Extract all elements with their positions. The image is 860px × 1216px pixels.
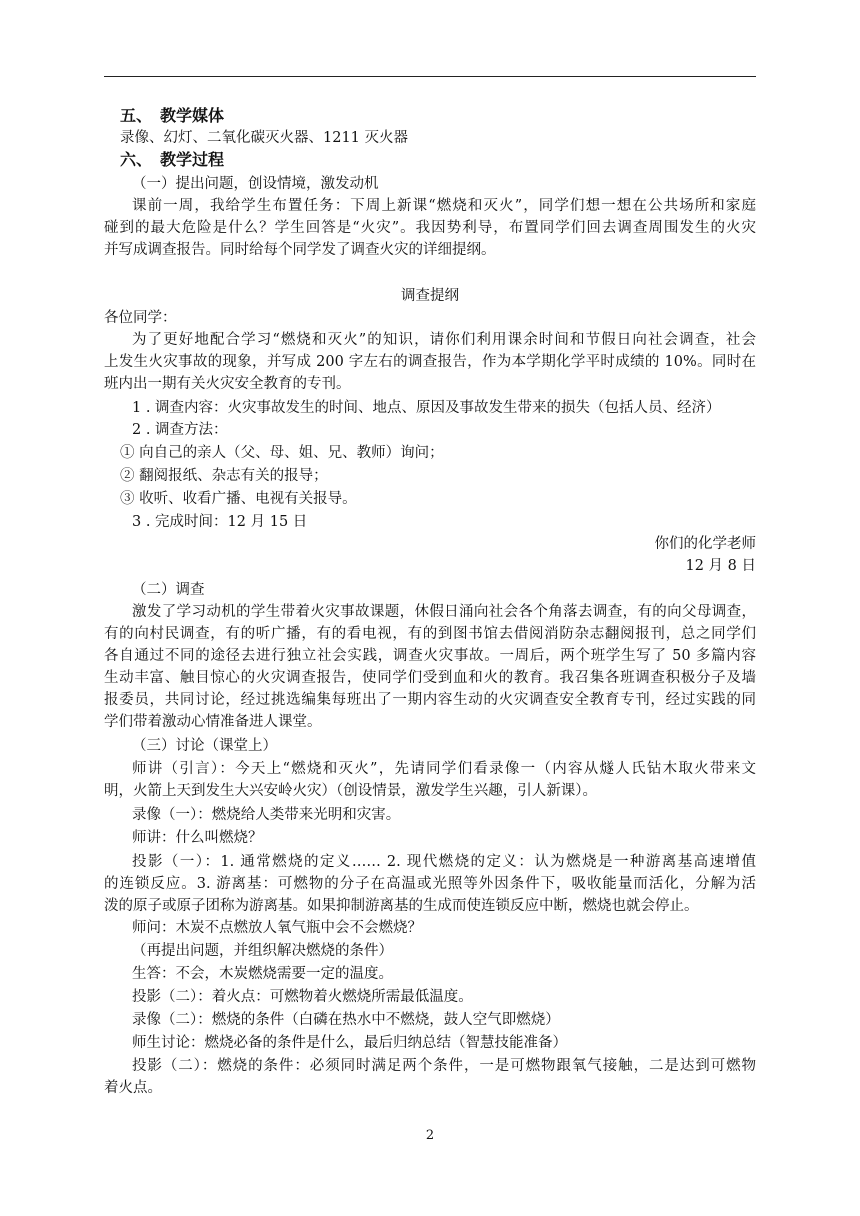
media-list: 录像、幻灯、二氧化碳灭火器、1211 灭火器 <box>120 130 409 146</box>
paragraph-line: 有的向村民调查，有的听广播，有的看电视，有的到图书馆去借阅消防杂志翻阅报刊，总之同学们 <box>104 626 756 642</box>
note: （再提出问题，并组织解决燃烧的条件） <box>132 943 393 959</box>
outline-signature: 你们的化学老师 <box>654 536 756 552</box>
part1-title: （一）提出问题，创设情境，激发动机 <box>132 176 379 192</box>
paragraph-line: 着火点。 <box>104 1080 162 1096</box>
discussion: 师生讨论：燃烧必备的条件是什么，最后归纳总结（智慧技能准备） <box>132 1035 567 1051</box>
video-2: 录像（二）：燃烧的条件（白磷在热水中不燃烧，鼓人空气即燃烧） <box>132 1012 560 1028</box>
teacher-question-1: 师讲：什么叫燃烧？ <box>132 830 263 846</box>
section-heading-media: 五、 教学媒体 <box>120 106 225 125</box>
outline-item-3: 3 . 完成时间：12 月 15 日 <box>132 514 308 530</box>
paragraph-line: 上发生火灾事故的现象，并写成 200 字左右的调查报告，作为本学期化学平时成绩的 10%。同时在 <box>104 354 756 370</box>
paragraph-line: 的连锁反应。3. 游离基：可燃物的分子在高温或光照等外因条件下，吸收能量而活化，分解为活 <box>104 876 756 892</box>
paragraph-line: 投影（二）：燃烧的条件：必须同时满足两个条件，一是可燃物跟氧气接触，二是达到可燃物 <box>132 1058 756 1074</box>
paragraph-line: 报委员，共同讨论，经过挑选编集每班出了一期内容生动的火灾调查安全教育专刊，经过实践的同 <box>104 692 756 708</box>
paragraph-line: 明，火箭上天到发生大兴安岭火灾）（创设情景，激发学生兴趣，引人新课）。 <box>104 783 597 799</box>
paragraph-line: 各自通过不同的途径去进行独立社会实践，调查火灾事故。一周后，两个班学生写了 50 多篇内容 <box>104 648 756 664</box>
paragraph-line: 泼的原子或原子团称为游离基。如果抑制游离基的生成而使连锁反应中断，燃烧也就会停止。 <box>104 898 699 914</box>
part2-title: （二）调查 <box>132 582 205 598</box>
student-answer: 生答：不会，木炭燃烧需要一定的温度。 <box>132 966 393 982</box>
method-item-2: ② 翻阅报纸、杂志有关的报导； <box>120 468 328 484</box>
method-item-1: ① 向自己的亲人（父、母、姐、兄、教师）询问； <box>120 445 444 461</box>
video-1: 录像（一）：燃烧给人类带来光明和灾害。 <box>132 807 401 823</box>
section-heading-process: 六、 教学过程 <box>120 150 225 169</box>
paragraph-line: 为了更好地配合学习“燃烧和灭火”的知识，请你们利用课余时间和节假日向社会调查，社会 <box>132 332 756 348</box>
paragraph-line: 学们带着激动心情准备进人课堂。 <box>104 714 322 730</box>
header-rule <box>104 76 756 77</box>
outline-date: 12 月 8 日 <box>685 558 756 574</box>
paragraph-line: 碰到的最大危险是什么？学生回答是“火灾”。我因势利导，布置同学们回去调查周围发生的火灾 <box>104 220 756 236</box>
paragraph-line: 课前一周，我给学生布置任务：下周上新课“燃烧和灭火”，同学们想一想在公共场所和家庭 <box>132 198 756 214</box>
outline-salutation: 各位同学： <box>104 310 177 326</box>
paragraph-line: 生动丰富、触目惊心的火灾调查报告，使同学们受到血和火的教育。我召集各班调查积极分子及墙 <box>104 670 756 686</box>
part3-title: （三）讨论（课堂上） <box>132 738 277 754</box>
paragraph-line: 激发了学习动机的学生带着火灾事故课题，休假日涌向社会各个角落去调查，有的向父母调查， <box>132 604 756 620</box>
paragraph-line: 投影（一）：1. 通常燃烧的定义…… 2. 现代燃烧的定义：认为燃烧是一种游离基高速增值 <box>132 854 756 870</box>
slide-2: 投影（二）：着火点：可燃物着火燃烧所需最低温度。 <box>132 989 473 1005</box>
paragraph-line: 师讲（引言）：今天上“燃烧和灭火”，先请同学们看录像一（内容从燧人氏钻木取火带来文 <box>132 761 756 777</box>
outline-item-1: 1 . 调查内容：火灾事故发生的时间、地点、原因及事故发生带来的损失（包括人员、经济） <box>132 400 721 416</box>
teacher-question-2: 师问：木炭不点燃放人氧气瓶中会不会燃烧？ <box>132 920 422 936</box>
paragraph-line: 班内出一期有关火灾安全教育的专刊。 <box>104 376 351 392</box>
outline-title: 调查提纲 <box>401 288 459 304</box>
page-number: 2 <box>425 1128 435 1143</box>
outline-item-2: 2 . 调查方法： <box>132 422 228 438</box>
paragraph-line: 并写成调查报告。同时给每个同学发了调查火灾的详细提纲。 <box>104 242 496 258</box>
method-item-3: ③ 收听、收看广播、电视有关报导。 <box>120 491 357 507</box>
